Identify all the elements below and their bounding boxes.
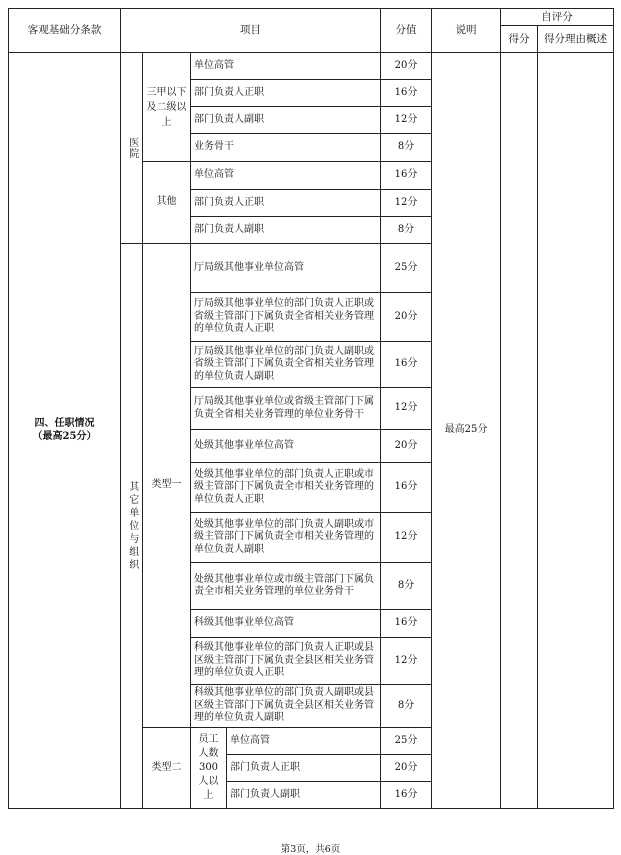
item-cell: 处级其他事业单位高管 <box>191 430 381 463</box>
header-basis: 客观基础分条款 <box>9 9 121 53</box>
item-cell: 厅局级其他事业单位高管 <box>191 244 381 293</box>
item-cell: 业务骨干 <box>191 134 381 162</box>
item-cell: 处级其他事业单位或市级主管部门下属负责全市相关业务管理的单位业务骨干 <box>191 563 381 610</box>
score-cell: 8分 <box>381 685 432 728</box>
score-cell: 12分 <box>381 513 432 563</box>
item-cell: 厅局级其他事业单位的部门负责人正职或省级主管部门下属负责全省相关业务管理的单位负责人正职 <box>191 293 381 342</box>
org-label: 其它单位与组织 <box>121 244 143 809</box>
header-self-reason: 得分理由概述 <box>538 26 614 53</box>
score-cell: 16分 <box>381 782 432 809</box>
hospital-top-group: 三甲以下及二级以上 <box>143 53 191 162</box>
page-footer: 第3页，共6页 <box>280 844 341 855</box>
score-cell: 20分 <box>381 430 432 463</box>
scoring-table <box>8 8 614 809</box>
score-cell: 16分 <box>381 162 432 190</box>
item-cell: 科级其他事业单位的部门负责人正职或县区级主管部门下属负责全县区相关业务管理的单位负责人正职 <box>191 638 381 685</box>
item-cell: 处级其他事业单位的部门负责人正职或市级主管部门下属负责全市相关业务管理的单位负责人正职 <box>191 463 381 513</box>
header-self-score: 得分 <box>501 26 538 53</box>
header-note: 说明 <box>432 9 501 53</box>
self-score-cell[interactable] <box>501 53 538 809</box>
item-cell: 厅局级其他事业单位的部门负责人副职或省级主管部门下属负责全省相关业务管理的单位负责人副职 <box>191 342 381 388</box>
score-cell: 20分 <box>381 53 432 80</box>
item-cell: 单位高管 <box>191 162 381 190</box>
score-cell: 8分 <box>381 217 432 244</box>
score-cell: 16分 <box>381 610 432 638</box>
score-cell: 8分 <box>381 134 432 162</box>
item-cell: 科级其他事业单位的部门负责人副职或县区级主管部门下属负责全县区相关业务管理的单位负责人副职 <box>191 685 381 728</box>
score-cell: 25分 <box>381 728 432 755</box>
header-score: 分值 <box>381 9 432 53</box>
item-cell: 单位高管 <box>227 728 381 755</box>
item-cell: 单位高管 <box>191 53 381 80</box>
section-title: 四、任职情况 （最高25分） <box>9 53 121 809</box>
item-cell: 厅局级其他事业单位或省级主管部门下属负责全省相关业务管理的单位业务骨干 <box>191 388 381 430</box>
score-cell: 12分 <box>381 388 432 430</box>
score-cell: 8分 <box>381 563 432 610</box>
item-cell: 部门负责人正职 <box>227 755 381 782</box>
org-type2: 类型二 <box>143 728 191 809</box>
score-cell: 16分 <box>381 342 432 388</box>
hospital-label: 医院 <box>121 53 143 244</box>
score-cell: 12分 <box>381 638 432 685</box>
score-cell: 12分 <box>381 107 432 134</box>
org-type2-group: 员工人数300人以上 <box>191 728 227 809</box>
score-cell: 20分 <box>381 293 432 342</box>
header-item: 项目 <box>121 9 381 53</box>
score-cell: 12分 <box>381 190 432 217</box>
self-reason-cell[interactable] <box>538 53 614 809</box>
header-self-eval: 自评分 <box>501 9 614 26</box>
note-cell: 最高25分 <box>432 53 501 809</box>
item-cell: 部门负责人正职 <box>191 190 381 217</box>
org-type1: 类型一 <box>143 244 191 728</box>
score-cell: 16分 <box>381 80 432 107</box>
item-cell: 部门负责人副职 <box>227 782 381 809</box>
item-cell: 部门负责人副职 <box>191 217 381 244</box>
item-cell: 科级其他事业单位高管 <box>191 610 381 638</box>
score-cell: 25分 <box>381 244 432 293</box>
item-cell: 部门负责人正职 <box>191 80 381 107</box>
score-cell: 20分 <box>381 755 432 782</box>
hospital-other-group: 其他 <box>143 162 191 244</box>
score-cell: 16分 <box>381 463 432 513</box>
item-cell: 部门负责人副职 <box>191 107 381 134</box>
item-cell: 处级其他事业单位的部门负责人副职或市级主管部门下属负责全市相关业务管理的单位负责人副职 <box>191 513 381 563</box>
